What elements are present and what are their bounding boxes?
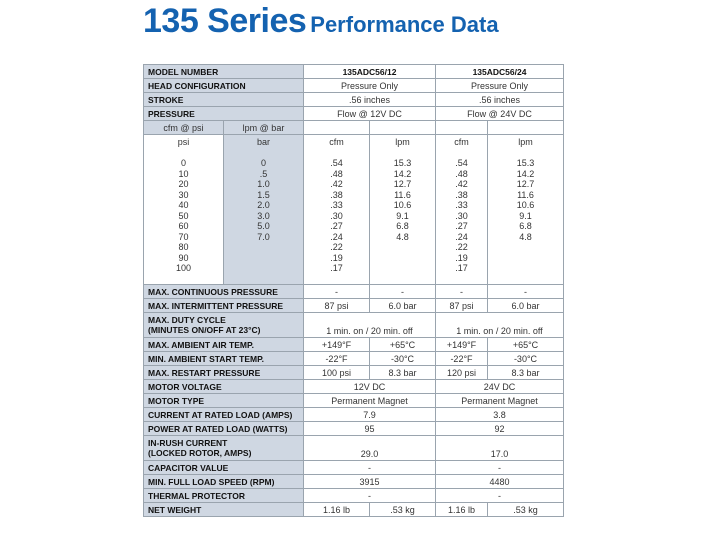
table-row (144, 79, 564, 93)
row-label: MODEL NUMBER (144, 65, 304, 79)
unit-label: lpm (518, 137, 533, 147)
cell: -22°F (436, 352, 488, 366)
cell: 87 psi (304, 299, 370, 313)
cell: Permanent Magnet (436, 394, 564, 408)
label-line: IN-RUSH CURRENT (148, 438, 228, 448)
psi-values: 0 10 20 30 40 50 60 70 80 90 100 (175, 158, 192, 273)
row-label: CURRENT AT RATED LOAD (AMPS) (144, 408, 304, 422)
label-line: MAX. DUTY CYCLE (148, 315, 226, 325)
table-row (144, 121, 564, 135)
cell: - (370, 285, 436, 299)
table-row (144, 366, 564, 380)
cell (370, 121, 436, 135)
cell: +65°C (370, 338, 436, 352)
performance-table (143, 64, 564, 517)
table-row (144, 503, 564, 517)
unit-label: cfm (454, 137, 469, 147)
cell: +65°C (488, 338, 564, 352)
cell: 3.8 (436, 408, 564, 422)
cfm-12-column (304, 135, 370, 285)
bar-values: 0 .5 1.0 1.5 2.0 3.0 5.0 7.0 (257, 158, 270, 242)
cell: Permanent Magnet (304, 394, 436, 408)
lpm-12-column (370, 135, 436, 285)
table-row (144, 299, 564, 313)
cell (488, 121, 564, 135)
table-row (144, 422, 564, 436)
cell: 29.0 (304, 436, 436, 461)
row-label: MOTOR TYPE (144, 394, 304, 408)
cell: 3915 (304, 475, 436, 489)
model-header: 135ADC56/12 (304, 65, 436, 79)
flow-data-row (144, 135, 564, 285)
table-row (144, 107, 564, 121)
cell: -30°C (488, 352, 564, 366)
row-label: MIN. AMBIENT START TEMP. (144, 352, 304, 366)
cell (436, 121, 488, 135)
model-header: 135ADC56/24 (436, 65, 564, 79)
cell: cfm @ psi (144, 121, 224, 135)
table-row (144, 436, 564, 461)
lpm-values: 15.3 14.2 12.7 11.6 10.6 9.1 6.8 4.8 (393, 158, 412, 242)
label-line: (MINUTES ON/OFF AT 23°C) (148, 325, 261, 335)
row-label: NET WEIGHT (144, 503, 304, 517)
cell: Flow @ 24V DC (436, 107, 564, 121)
row-label: PRESSURE (144, 107, 304, 121)
cell: +149°F (304, 338, 370, 352)
row-label (144, 313, 304, 338)
cell (304, 121, 370, 135)
bar-column (224, 135, 304, 285)
row-label: MAX. INTERMITTENT PRESSURE (144, 299, 304, 313)
unit-label: psi (177, 137, 190, 147)
cell: -22°F (304, 352, 370, 366)
table-row (144, 461, 564, 475)
cell: lpm @ bar (224, 121, 304, 135)
page-title (143, 2, 499, 41)
table-row (144, 475, 564, 489)
cell: .53 kg (488, 503, 564, 517)
row-label: HEAD CONFIGURATION (144, 79, 304, 93)
unit-label: lpm (395, 137, 410, 147)
table-row (144, 313, 564, 338)
row-label: MIN. FULL LOAD SPEED (RPM) (144, 475, 304, 489)
row-label: CAPACITOR VALUE (144, 461, 304, 475)
cfm-values: .54 .48 .42 .38 .33 .30 .27 .24 .22 .19 .17 (330, 158, 343, 273)
cell: 92 (436, 422, 564, 436)
cell: 1.16 lb (436, 503, 488, 517)
cell: +149°F (436, 338, 488, 352)
cell: Flow @ 12V DC (304, 107, 436, 121)
row-label: MAX. CONTINUOUS PRESSURE (144, 285, 304, 299)
row-label: THERMAL PROTECTOR (144, 489, 304, 503)
lpm-values: 15.3 14.2 12.7 11.6 10.6 9.1 6.8 4.8 (516, 158, 535, 242)
cell: 1 min. on / 20 min. off (436, 313, 564, 338)
cell: 1 min. on / 20 min. off (304, 313, 436, 338)
cell: 8.3 bar (370, 366, 436, 380)
table-row (144, 93, 564, 107)
table-row (144, 489, 564, 503)
cell: .56 inches (304, 93, 436, 107)
cell: .53 kg (370, 503, 436, 517)
row-label: MAX. AMBIENT AIR TEMP. (144, 338, 304, 352)
cell: - (304, 285, 370, 299)
psi-column (144, 135, 224, 285)
cell: Pressure Only (304, 79, 436, 93)
cell: - (436, 285, 488, 299)
cell: 8.3 bar (488, 366, 564, 380)
unit-label: bar (256, 137, 270, 147)
row-label: MAX. RESTART PRESSURE (144, 366, 304, 380)
table-row (144, 394, 564, 408)
cell: - (436, 489, 564, 503)
cell: 6.0 bar (370, 299, 436, 313)
unit-label: cfm (329, 137, 344, 147)
table-row (144, 408, 564, 422)
cfm-24-column (436, 135, 488, 285)
table-row (144, 285, 564, 299)
cell: 4480 (436, 475, 564, 489)
row-label (144, 436, 304, 461)
cell: - (436, 461, 564, 475)
cell: 6.0 bar (488, 299, 564, 313)
row-label: POWER AT RATED LOAD (WATTS) (144, 422, 304, 436)
cell: 95 (304, 422, 436, 436)
cell: - (304, 461, 436, 475)
row-label: STROKE (144, 93, 304, 107)
table-row (144, 65, 564, 79)
cell: 120 psi (436, 366, 488, 380)
table-row (144, 338, 564, 352)
cell: Pressure Only (436, 79, 564, 93)
table-row (144, 380, 564, 394)
cell: 17.0 (436, 436, 564, 461)
cell: 7.9 (304, 408, 436, 422)
cell: 100 psi (304, 366, 370, 380)
lpm-24-column (488, 135, 564, 285)
cell: 87 psi (436, 299, 488, 313)
cfm-values: .54 .48 .42 .38 .33 .30 .27 .24 .22 .19 .17 (455, 158, 468, 273)
series-title: 135 Series (143, 2, 307, 40)
label-line: (LOCKED ROTOR, AMPS) (148, 448, 252, 458)
cell: - (304, 489, 436, 503)
table-row (144, 352, 564, 366)
cell: 1.16 lb (304, 503, 370, 517)
cell: 24V DC (436, 380, 564, 394)
cell: 12V DC (304, 380, 436, 394)
title-subtitle: Performance Data (310, 12, 499, 37)
cell: .56 inches (436, 93, 564, 107)
cell: - (488, 285, 564, 299)
row-label: MOTOR VOLTAGE (144, 380, 304, 394)
cell: -30°C (370, 352, 436, 366)
